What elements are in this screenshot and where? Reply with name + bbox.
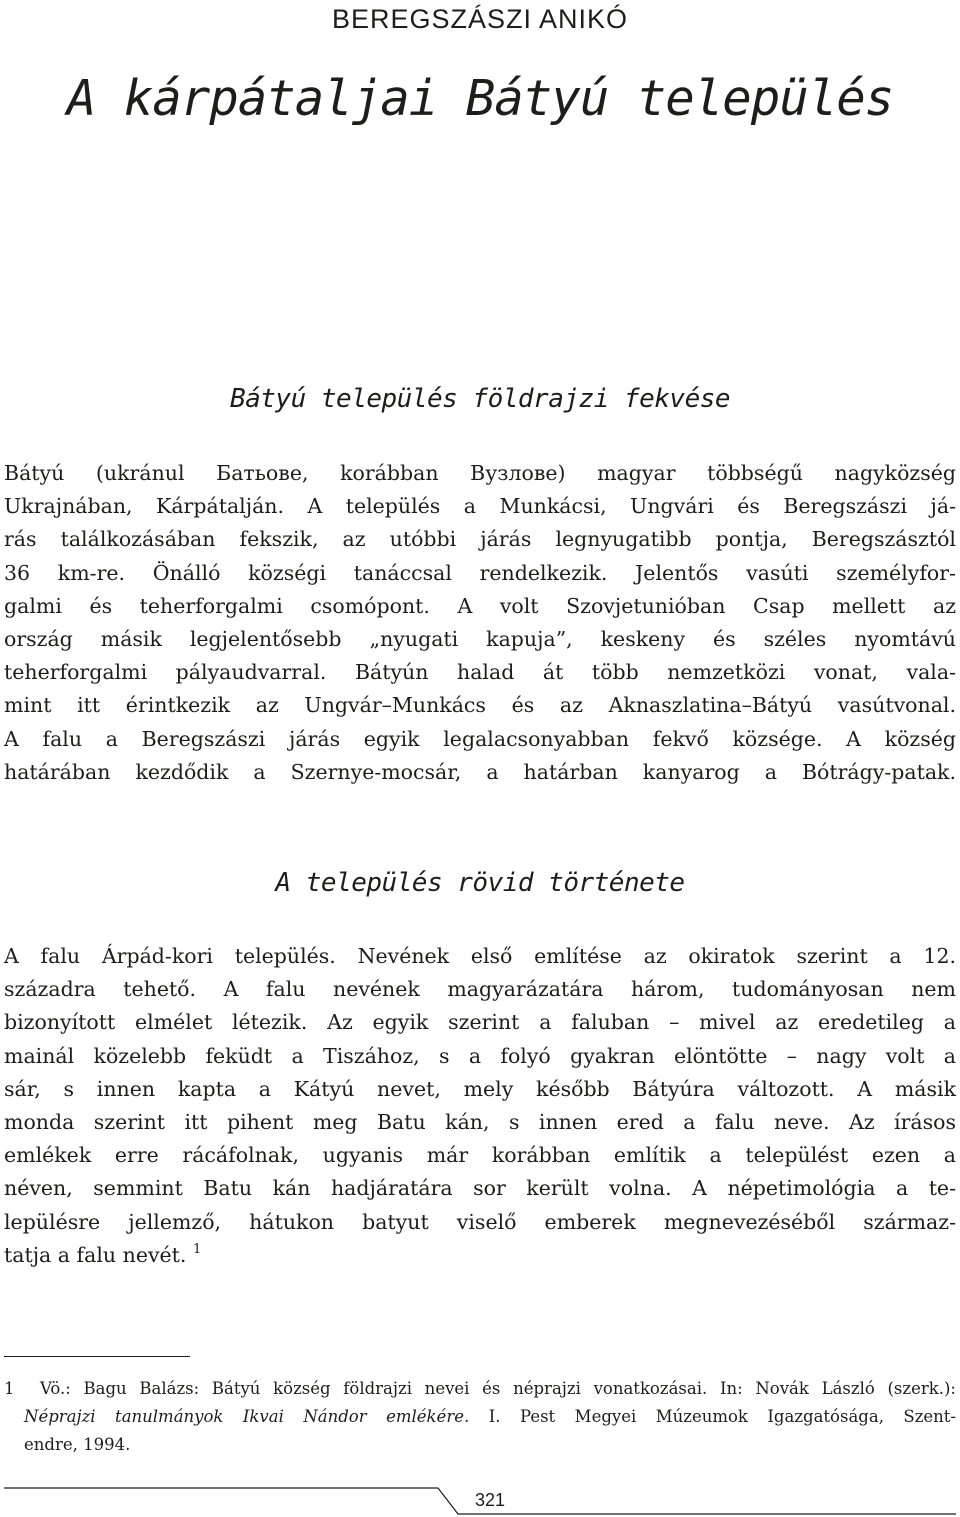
text-line: galmi és teherforgalmi csomópont. A volt Szovjetunióban Csap mellett az [4,593,956,618]
text-line: mint itt érintkezik az Ungvár–Munkács és az Aknaszlatina–Bátyú vasútvonal. [4,693,956,718]
footnote-line [4,1403,956,1431]
paragraph-history [4,940,956,1272]
text-line: teherforgalmi pályaudvarral. Bátyún halad át több nemzetközi vonat, vala- [4,660,956,685]
text-line: századra tehető. A falu nevének magyarázatára három, tudományosan nem [4,977,956,1002]
text-line: Ukrajnában, Kárpátalján. A település a Munkácsi, Ungvári és Beregszászi já- [4,494,956,519]
section-heading-geography: Bátyú település földrajzi fekvése [229,384,731,414]
text-line [4,1239,956,1272]
footnote-number: 1 [4,1379,15,1398]
page-number: 321 [474,1490,506,1510]
footnote-book-title: Néprajzi tanulmányok Ikvai Nándor emlékére. [24,1407,470,1426]
footnote-text: Vö.: Bagu Balázs: Bátyú község földrajzi nevei és néprajzi vonatkozásai. In: Novák László (szerk.): [39,1379,956,1398]
footnote-line: endre, 1994. [24,1435,131,1454]
author-name: BEREGSZÁSZI ANIKÓ [331,4,629,34]
text-line: néven, semmint Batu kán hadjáratára sor került volna. A népetimológia a te- [4,1176,956,1201]
text-line: sár, s innen kapta a Kátyú nevet, mely később Bátyúra változott. A másik [4,1076,956,1101]
footnote-divider [4,1356,190,1357]
page-footer [4,1486,956,1516]
section-heading-history: A település rövid története [275,868,685,898]
footnote-reference[interactable]: 1 [192,1241,202,1257]
text-line: ország másik legjelentősebb „nyugati kapuja”, keskeny és széles nyomtávú [4,627,956,652]
text-line-content: tatja a falu nevét. [4,1242,187,1267]
paragraph-geography [4,457,956,789]
text-line: A falu Árpád-kori település. Nevének első említése az okiratok szerint a 12. [4,944,956,968]
footnote [4,1375,956,1459]
text-line: 36 km-re. Önálló községi tanáccsal rendelkezik. Jelentős vasúti személyfor- [4,560,956,585]
text-line: Bátyú (ukránul Батьове, korábban Вузлове) magyar többségű nagyközség [4,461,956,485]
footnote-text: I. Pest Megyei Múzeumok Igazgatósága, Szent- [469,1407,957,1426]
article-title: A kárpátaljai Bátyú település [66,70,894,127]
footnote-line [4,1375,956,1403]
text-line: monda szerint itt pihent meg Batu kán, s innen ered a falu neve. Az írásos [4,1110,956,1135]
text-line: rás találkozásában fekszik, az utóbbi járás legnyugatibb pontja, Beregszásztól [4,527,956,552]
text-line: mainál közelebb feküdt a Tiszához, s a folyó gyakran elöntötte – nagy volt a [4,1043,956,1068]
text-line: határában kezdődik a Szernye-mocsár, a határban kanyarog a Bótrágy-patak. [4,759,956,784]
text-line: emlékek erre rácáfolnak, ugyanis már korábban említik a települést ezen a [4,1143,956,1168]
text-line: lepülésre jellemző, hátukon batyut viselő emberek megnevezéséből származ- [4,1209,956,1234]
text-line: bizonyított elmélet létezik. Az egyik szerint a faluban – mivel az eredetileg a [4,1010,956,1035]
text-line: A falu a Beregszászi járás egyik legalacsonyabban fekvő községe. A község [4,726,956,751]
